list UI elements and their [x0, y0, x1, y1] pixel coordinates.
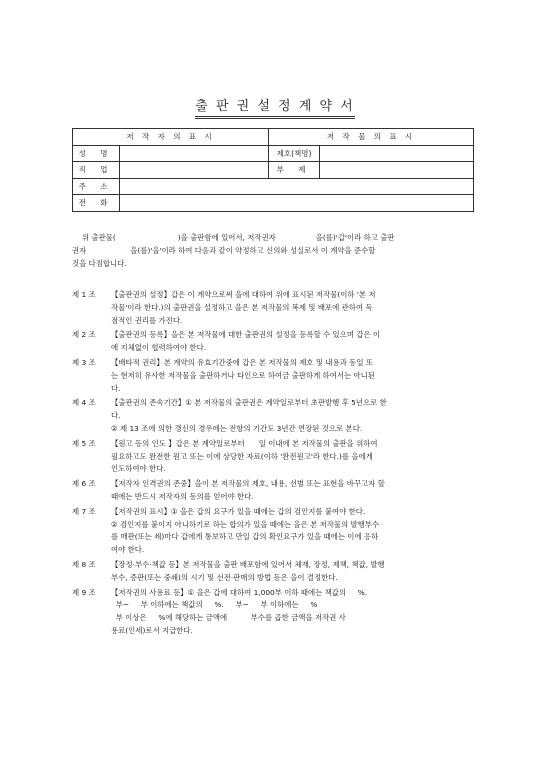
article-body: [111, 478, 478, 504]
article: [72, 506, 478, 557]
article-number: 제 1 조: [72, 290, 96, 299]
work-header: 저 작 물 의 표 시: [269, 129, 474, 146]
article-line: 【출판권의 존속기간】① 본 저작물의 출판권은 계약일로부터 초판발행 후 5년으로 한: [111, 398, 387, 408]
article-body: [111, 329, 478, 355]
phone-label: 전 화: [73, 195, 120, 212]
phone-field[interactable]: [120, 195, 474, 212]
article-line: 점적인 권리를 가진다.: [111, 315, 183, 325]
article: [72, 559, 478, 585]
article: [72, 438, 478, 476]
intro-text: 권자: [72, 246, 87, 255]
document-title: 출 판 권 설 정 계 약 서: [0, 95, 550, 119]
intro-text: 것을 다짐합니다.: [72, 259, 127, 268]
article: [72, 478, 478, 504]
party-info-table: [72, 128, 474, 212]
article-number: 제 3 조: [72, 357, 96, 367]
article-line: 필요하고도 완전한 원고 또는 이에 상당한 자료(이하 '완전원고'라 한다.)를 을에게: [111, 451, 373, 461]
work-title-field[interactable]: [320, 145, 474, 162]
author-header: 저 작 자 의 표 시: [73, 129, 269, 146]
article: [72, 397, 478, 435]
article-line: 【배타적 권리】본 계약의 유효기간중에 갑은 본 저작물의 제호 및 내용과 동일 또: [111, 357, 373, 367]
article-line: 【장정·부수·책값 등】본 저작물을 출판 배포함에 있어서 체재, 장정, 제책, 책값, 발행: [111, 559, 385, 569]
work-title-label: 제호(책명): [269, 145, 320, 162]
article-line: 인도하여야 한다.: [111, 464, 166, 474]
article-body: [111, 506, 478, 557]
intro-text: 을(를)'갑'이라 하고 출판: [315, 233, 395, 242]
article-body: [111, 397, 478, 435]
article-line: 에 지체없이 협력하여야 한다.: [111, 343, 207, 353]
article-number: 제 8 조: [72, 559, 96, 569]
article-number: 제 6 조: [72, 479, 96, 489]
article-line: 다.: [111, 411, 121, 421]
article-body: [111, 357, 478, 395]
article: [72, 587, 478, 638]
intro-paragraph: [72, 231, 478, 270]
article-number: 제 2 조: [72, 330, 96, 340]
intro-text: )을 출판함에 있어서, 저작권자: [177, 233, 276, 242]
intro-text: 위 출판물(: [82, 233, 116, 242]
article-line: ② 제 13 조에 의한 갱신의 경우에는 전항의 기간도 3년간 연장된 것으로 본다.: [111, 423, 363, 433]
article-line: 때에는 반드시 저작자의 동의를 얻어야 한다.: [111, 491, 254, 501]
intro-text: 을(를)'을'이라 하여 다음과 같이 약정하고 신의와 성실로서 이 계약을 준수할: [130, 246, 376, 255]
article-line: 여야 한다.: [111, 545, 145, 555]
article-body: [111, 289, 478, 327]
article-line: 작물'이라 한다.)의 출판권을 설정하고 을은 본 저작물의 복제 및 배포에 관하여 독: [111, 302, 373, 312]
article-line: 다.: [111, 383, 121, 393]
job-label: 직 업: [73, 162, 120, 179]
article-line: 【저작자 인격권의 존중】을이 본 저작물의 제호, 내용, 선별 또는 표현을 바꾸고자 할: [111, 479, 385, 489]
article-line: 를 매판(또는 쇄)마다 갑에게 통보하고 만일 갑의 확인요구가 있을 때에는 이에 응하: [111, 532, 379, 542]
article-number: 제 7 조: [72, 506, 96, 516]
subtitle-label: 부 제: [269, 162, 320, 179]
article-body: [111, 559, 478, 585]
address-label: 주 소: [73, 178, 120, 195]
subtitle-field[interactable]: [320, 162, 474, 179]
article-line: 부~ 부 이하에는 책값의 %. 부~ 부 이하에는 %: [111, 600, 318, 610]
article-line: 용료(인세)로서 지급한다.: [111, 625, 193, 635]
article: [72, 289, 478, 327]
article-body: [111, 438, 478, 476]
address-field[interactable]: [120, 178, 474, 195]
article-line: 【저작권의 표시】① 을은 갑의 요구가 있을 때에는 갑의 검인지를 붙여야 한다.: [111, 506, 366, 516]
job-field[interactable]: [120, 162, 269, 179]
article-number: 제 9 조: [72, 587, 96, 597]
article-line: 【저작권의 사용료 등】① 을은 갑에 대하여 1,000부 이하 때에는 책값의 %.: [111, 587, 368, 597]
article-number: 제 4 조: [72, 398, 96, 408]
name-field[interactable]: [120, 145, 269, 162]
article: [72, 329, 478, 355]
article-line: 는 현저히 유사한 저작물을 출판하거나 타인으로 하여금 출판하게 하여서는 아니된: [111, 370, 375, 380]
article: [72, 357, 478, 395]
article-line: 부 이상은 %에 해당하는 금액에 부수를 곱한 금액을 저작권 사: [111, 613, 346, 623]
article-line: 【출판권의 설정】갑은 이 계약으로써 을에 대하여 위에 표시된 저작물(이하 '본 저: [111, 290, 376, 299]
article-line: ② 검인지를 붙이지 아니하기로 하는 합의가 있을 때에는 을은 본 저작물의 발행부수: [111, 519, 380, 529]
article-line: 부수, 증판(또는 중쇄)의 시기 및 선전·판매의 방법 등은 을이 결정한다.: [111, 572, 338, 582]
article-number: 제 5 조: [72, 438, 96, 448]
article-line: 【원고 등의 인도 】갑은 본 계약일로부터 일 이내에 본 저작물의 출판을 위하여: [111, 438, 378, 448]
article-line: 【출판권의 등록】을은 본 저작물에 대한 출판권의 설정을 등록할 수 있으며 갑은 이: [111, 330, 381, 340]
article-body: [111, 587, 478, 638]
name-label: 성 명: [73, 145, 120, 162]
article-list: [72, 289, 478, 638]
